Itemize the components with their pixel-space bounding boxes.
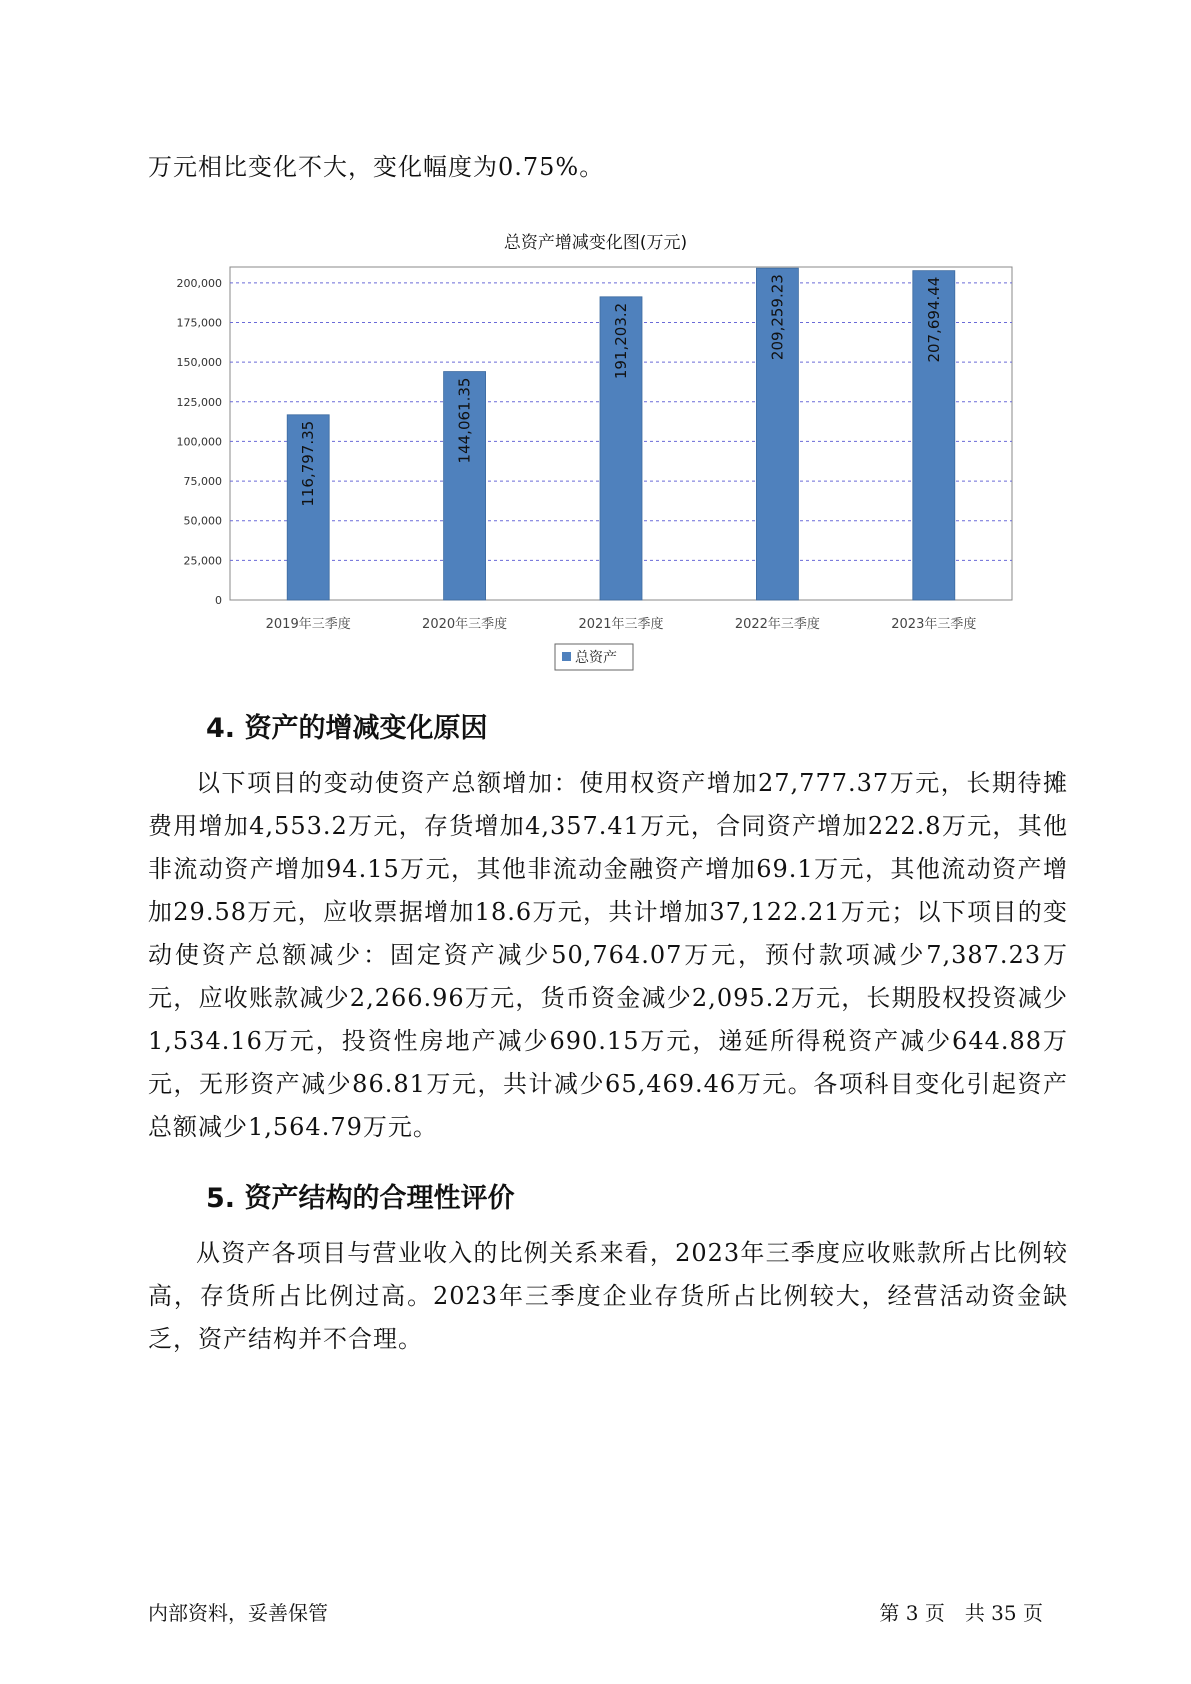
y-tick-label: 200,000 [176,276,222,290]
section4-body: 以下项目的变动使资产总额增加：使用权资产增加27,777.37万元，长期待摊费用增加4,553.2万元，存货增加4,357.41万元，合同资产增加222.8万元，其他非流动资产增加94.15万元，其他非流动金融资产增加69.1万元，其他流动资产增加29.58万元，应收票据增加18.6万元，共计增加37,122.21万元；以下项目的变动使资产总额减少：固定资产减少50,764.07万元，预付款项减少7,387.23万元，应收账款减少2,266.96万元，货币资金减少2,095.2万元，长期股权投资减少1,534.16万元，投资性房地产减少690.15万元，递延所得税资产减少644.88万元，无形资产减少86.81万元，共计减少65,469.46万元。各项科目变化引起资产总额减少1,564.79万元。 [148,769,1068,1141]
data-label: 207,694.44 [924,276,943,363]
x-tick-label: 2023年三季度 [891,617,977,632]
section4-heading: 4. 资产的增减变化原因 [206,713,488,744]
footer-left: 内部资料，妥善保管 [148,1601,328,1625]
y-tick-label: 75,000 [183,475,222,489]
footer-page-number: 第 3 页 共 35 页 [879,1601,1043,1625]
section5-body: 从资产各项目与营业收入的比例关系来看，2023年三季度应收账款所占比例较高，存货所占比例过高。2023年三季度企业存货所占比例较大，经营活动资金缺乏，资产结构并不合理。 [148,1239,1068,1353]
x-axis-ticks [266,616,977,632]
legend-label: 总资产 [575,650,617,666]
chart-title: 总资产增减变化图(万元) [503,233,688,253]
data-label: 144,061.35 [455,377,474,464]
y-tick-label: 125,000 [176,395,222,409]
y-tick-label: 25,000 [183,554,222,568]
intro-line: 万元相比变化不大，变化幅度为0.75%。 [148,153,605,181]
y-tick-label: 175,000 [176,316,222,330]
bar-chart [0,240,1191,700]
x-tick-label: 2020年三季度 [422,617,508,632]
y-axis-ticks [177,277,223,607]
x-tick-label: 2021年三季度 [578,617,664,632]
x-tick-label: 2022年三季度 [734,617,820,632]
data-label: 191,203.2 [612,302,630,380]
data-label: 209,259.23 [768,274,787,361]
x-tick-label: 2019年三季度 [265,617,351,632]
data-label: 116,797.35 [299,420,318,507]
y-tick-label: 50,000 [183,514,222,528]
y-tick-label: 150,000 [176,356,222,370]
legend [555,644,633,670]
section5-heading: 5. 资产结构的合理性评价 [206,1183,515,1214]
y-tick-label: 0 [215,594,222,607]
y-tick-label: 100,000 [176,435,222,449]
legend-swatch [562,652,571,661]
